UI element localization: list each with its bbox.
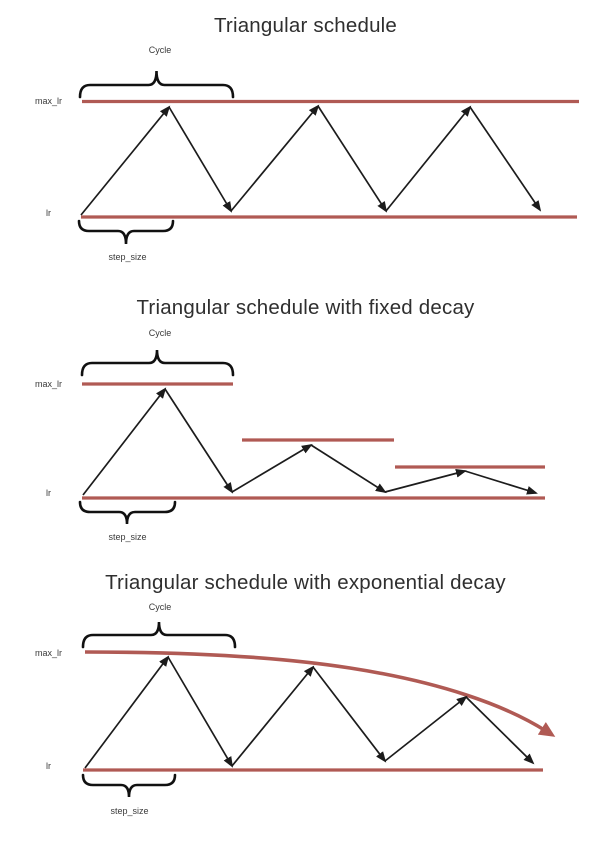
panel2-step-size-label: step_size: [108, 532, 147, 542]
panel1-title: Triangular schedule: [213, 14, 398, 37]
panel1-lr-label: lr: [46, 208, 51, 218]
panel3-figure: [0, 565, 611, 858]
panel1-cycle-brace: [80, 71, 233, 97]
panel2-max-lr-label: max_lr: [34, 379, 62, 389]
panel3-cycle-brace: [83, 622, 235, 647]
panel1-max-lr-label: max_lr: [34, 96, 62, 106]
panel3-cycle-label: Cycle: [148, 602, 172, 612]
panel3-step-size-brace: [83, 775, 175, 797]
panel2-cycle-label: Cycle: [148, 328, 172, 338]
panel3-exponential-decay-envelope-arrow: [85, 652, 546, 731]
panel3-step-size-label: step_size: [110, 806, 149, 816]
panel1-figure: [0, 0, 611, 290]
panel3-zigzag-arrows: [85, 657, 533, 768]
panel2-lr-label: lr: [46, 488, 51, 498]
panel2-cycle-brace: [82, 350, 233, 375]
panel1-step-size-label: step_size: [108, 252, 147, 262]
panel1-cycle-label: Cycle: [148, 45, 172, 55]
panel2-step-size-brace: [80, 502, 175, 524]
panel2-title: Triangular schedule with fixed decay: [136, 296, 475, 319]
panel3-lr-label: lr: [46, 761, 51, 771]
panel1-step-size-brace: [79, 221, 173, 244]
panel1-zigzag-arrows: [81, 106, 540, 215]
panel2-zigzag-arrows: [83, 389, 536, 495]
panel3-title: Triangular schedule with exponential decay: [105, 571, 506, 594]
panel3-max-lr-label: max_lr: [34, 648, 62, 658]
panel2-figure: [0, 290, 611, 568]
